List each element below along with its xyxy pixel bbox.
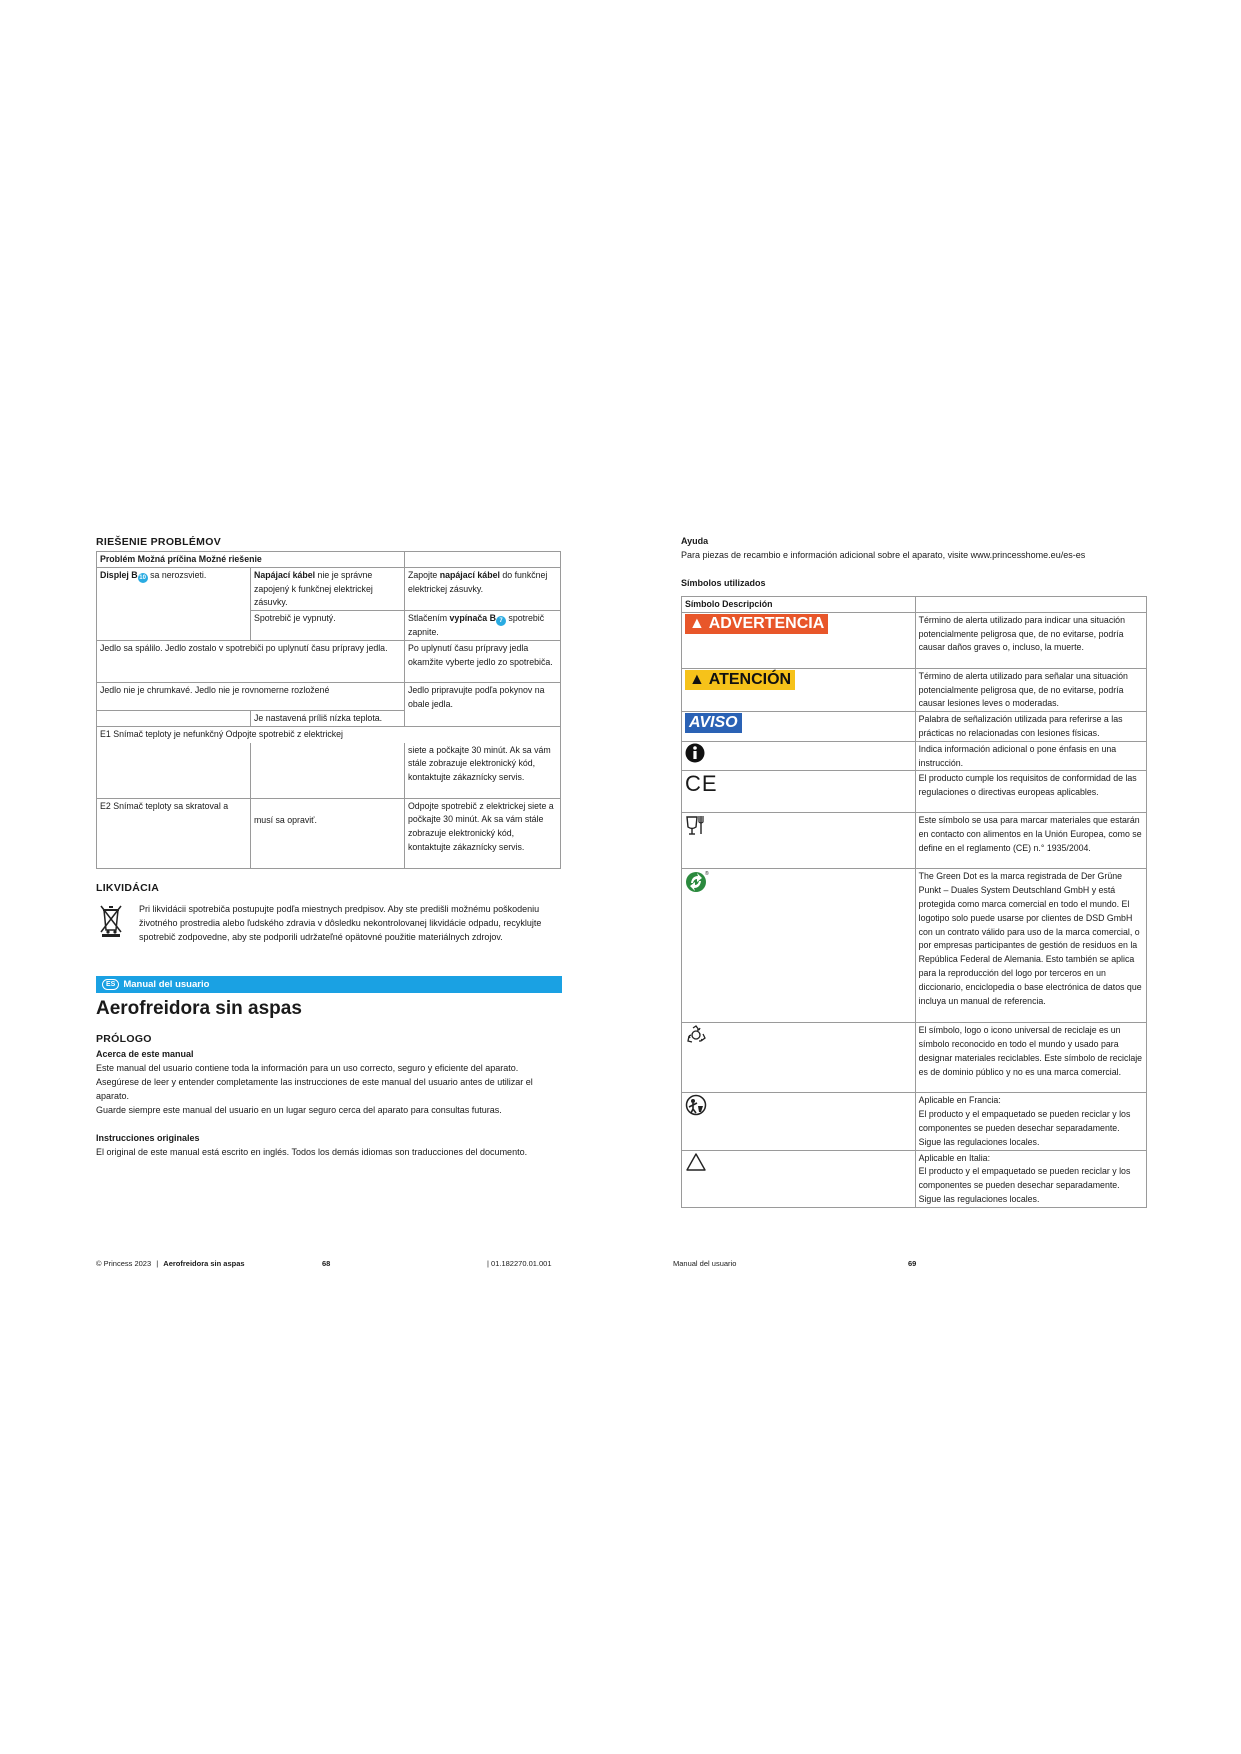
food-contact-icon <box>685 814 707 836</box>
warning-triangle-icon: ▲ <box>689 614 705 632</box>
symbol-description: Palabra de señalización utilizada para referirse a las prácticas no relacionadas con lesiones físicas. <box>915 712 1146 742</box>
svg-text:®: ® <box>705 871 709 878</box>
problem-cell: E2 Snímač teploty sa skratoval a <box>97 798 251 868</box>
product-title: Aerofreidora sin aspas <box>96 998 302 1019</box>
problem-cell: E1 Snímač teploty je nefunkčný Odpojte spotrebič z elektrickej <box>97 726 561 742</box>
table-header: Problém Možná príčina Možné riešenie <box>97 552 405 568</box>
prologo-heading: PRÓLOGO <box>96 1033 152 1045</box>
symbol-description: El producto cumple los requisitos de conformidad de las regulaciones o directivas europeas aplicables. <box>915 771 1146 813</box>
caution-label: ▲ ATENCIÓN <box>685 670 795 690</box>
ayuda-text: Para piezas de recambio e información adicional sobre el aparato, visite www.princesshome.eu/es-es <box>681 550 1086 560</box>
symbols-heading: Símbolos utilizados <box>681 578 766 588</box>
problem-text: sa nerozsvieti. <box>147 569 207 580</box>
symbol-description: The Green Dot es la marca registrada de Der Grüne Punkt – Duales System Deutschland GmbH y está protegida como marca comercial en todo el mundo. El logotipo solo puede usarse por clientes de DSD GmbH con un contrato válido para uso de la marca comercial, o por empresas participantes de gestión de residuos en la República Federal de Alemania. Esto también se aplica para la reproducción del logo por terceros en un diccionario, enciclopedia o base electrónica de datos que incluya un manual de referencia. <box>915 869 1146 1023</box>
original-instructions-text: El original de este manual está escrito en inglés. Todos los demás idiomas son traducciones del documento. <box>96 1147 528 1157</box>
notice-label: AVISO <box>685 713 742 733</box>
cause-cell: Spotrebič je vypnutý. <box>250 611 404 641</box>
table-header-row <box>682 597 1147 613</box>
about-heading: Acerca de este manual <box>96 1049 194 1059</box>
disposal-text: Pri likvidácii spotrebiča postupujte podľa miestnych predpisov. Aby ste predišli možnému poškodeniu životného prostredia alebo ľudského zdravia v dôsledku nekontrolovanej likvidácie odpadu, recyklujte spotrebič zodpovedne, aby ste podporili udržateľné opätovné použitie materiálnych zdrojov. <box>139 904 542 942</box>
ce-mark-icon: CE <box>685 771 718 797</box>
cause-cell: Napájací kábel nie je správne zapojený k funkčnej elektrickej zásuvky. <box>250 567 404 610</box>
table-row <box>682 612 1147 668</box>
solution-cell: siete a počkajte 30 minút. Ak sa vám stále zobrazuje elektronický kód, kontaktujte zákaznícky servis. <box>404 742 560 798</box>
solution-cell: Odpojte spotrebič z elektrickej siete a počkajte 30 minút. Ak sa vám stále zobrazuje elektronický kód, kontaktujte zákaznícky servis. <box>404 798 560 868</box>
table-header: Símbolo Descripción <box>682 597 916 613</box>
table-row <box>682 712 1147 742</box>
footer-product: Aerofreidora sin aspas <box>163 1259 245 1268</box>
about-paragraph: Este manual del usuario contiene toda la información para un uso correcto, seguro y eficiente del aparato. Asegúrese de leer y entender completamente las instrucciones de este manual del usuario antes de utilizar el aparato. <box>96 1063 533 1101</box>
solution-cell: Jedlo pripravujte podľa pokynov na obale jedla. <box>404 682 560 726</box>
about-paragraph-2: Guarde siempre este manual del usuario en un lugar seguro cerca del aparato para consultas futuras. <box>96 1105 502 1115</box>
left-page-number: 68 <box>322 1259 331 1268</box>
table-row <box>682 741 1147 771</box>
warning-triangle-icon: ▲ <box>689 670 705 688</box>
language-badge: ES <box>102 979 119 990</box>
symbol-description: Indica información adicional o pone énfasis en una instrucción. <box>915 741 1146 771</box>
troubleshooting-heading: RIEŠENIE PROBLÉMOV <box>96 536 222 548</box>
table-row <box>682 771 1147 813</box>
symbol-description: Aplicable en Francia: El producto y el empaquetado se pueden reciclar y los componentes se pueden desechar separadamente. Sigue las regulaciones locales. <box>915 1093 1146 1150</box>
symbol-description: El símbolo, logo o icono universal de reciclaje es un símbolo reconocido en todo el mundo y usado para designar materiales reciclables. Este símbolo de reciclaje es de dominio público y no es una marca comercial. <box>915 1023 1146 1093</box>
symbol-description: Término de alerta utilizado para indicar una situación potencialmente peligrosa que, de no evitarse, podría causar daños graves o, incluso, la muerte. <box>915 612 1146 668</box>
table-row <box>682 668 1147 711</box>
solution-cell: Stlačením vypínača B 7 spotrebič zapnite. <box>404 611 560 641</box>
table-row <box>682 1093 1147 1150</box>
callout-badge: 10 <box>139 574 146 581</box>
cause-cell: Je nastavená príliš nízka teplota. <box>250 710 404 726</box>
symbols-table <box>681 596 1147 1208</box>
warning-label: ▲ ADVERTENCIA <box>685 614 828 634</box>
triman-icon <box>685 1094 707 1116</box>
triangle-recycle-icon <box>685 1152 707 1172</box>
table-row <box>682 1023 1147 1093</box>
ayuda-heading: Ayuda <box>681 536 709 546</box>
problem-text: Displej B <box>100 569 138 580</box>
original-instructions-heading: Instrucciones originales <box>96 1133 200 1143</box>
copyright: © Princess 2023 <box>96 1259 152 1268</box>
table-row <box>682 869 1147 1023</box>
green-dot-icon <box>685 870 709 894</box>
left-footer: © Princess 2023 | Aerofreidora sin aspas <box>96 1259 245 1268</box>
table-row <box>682 1150 1147 1207</box>
prologo-section <box>96 0 564 1754</box>
cause-cell: musí sa opraviť. <box>250 798 404 868</box>
right-page <box>681 0 1151 1754</box>
info-icon <box>685 743 705 763</box>
solution-cell: Zapojte napájací kábel do funkčnej elektrickej zásuvky. <box>404 567 560 610</box>
right-page-number: 69 <box>908 1259 917 1268</box>
recycle-icon <box>685 1024 707 1046</box>
symbol-description: Término de alerta utilizado para señalar una situación potencialmente peligrosa que, de no evitarse, podría causar lesiones leves o moderadas. <box>915 668 1146 711</box>
document-code: | 01.182270.01.001 <box>487 1259 552 1268</box>
language-section-label: Manual del usuario <box>123 979 210 990</box>
solution-cell: Po uplynutí času prípravy jedla okamžite vyberte jedlo zo spotrebiča. <box>404 640 560 682</box>
table-row <box>682 813 1147 869</box>
right-footer-label: Manual del usuario <box>673 1259 737 1268</box>
symbol-description: Este símbolo se usa para marcar materiales que estarán en contacto con alimentos en la Unión Europea, como se define en el reglamento (CE) n.° 1935/2004. <box>915 813 1146 869</box>
problem-cell: Jedlo sa spálilo. Jedlo zostalo v spotrebiči po uplynutí času prípravy jedla. <box>97 640 405 682</box>
symbol-description: Aplicable en Italia: El producto y el empaquetado se pueden reciclar y los componentes se pueden desechar separadamente. Sigue las regulaciones locales. <box>915 1150 1146 1207</box>
problem-cell: Jedlo nie je chrumkavé. Jedlo nie je rovnomerne rozložené <box>97 682 405 710</box>
callout-badge: 7 <box>496 616 506 626</box>
disposal-heading: LIKVIDÁCIA <box>96 882 160 894</box>
